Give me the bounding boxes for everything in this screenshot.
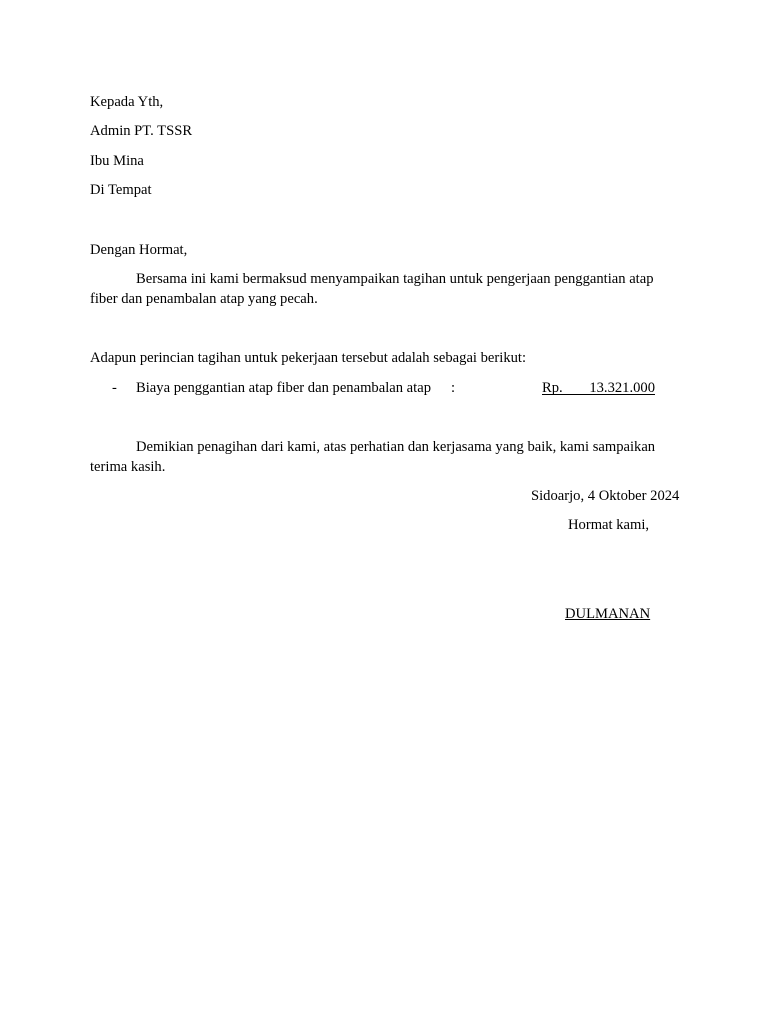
recipient-salutation: Kepada Yth, — [90, 94, 164, 110]
item-description: Biaya penggantian atap fiber dan penambalan atap — [136, 380, 431, 396]
intro-line-1: Bersama ini kami bermaksud menyampaikan tagihan untuk pengerjaan penggantian atap — [136, 271, 654, 287]
signature-place-date: Sidoarjo, 4 Oktober 2024 — [531, 488, 680, 504]
item-separator: : — [451, 380, 456, 396]
recipient-name: Ibu Mina — [90, 153, 144, 169]
closing-line-1: Demikian penagihan dari kami, atas perhatian dan kerjasama yang baik, kami sampaikan — [136, 439, 656, 455]
closing-line-2: terima kasih. — [90, 459, 166, 475]
detail-intro: Adapun perincian tagihan untuk pekerjaan tersebut adalah sebagai berikut: — [90, 350, 527, 366]
greeting: Dengan Hormat, — [90, 242, 188, 258]
signature-regards: Hormat kami, — [568, 517, 650, 533]
item-currency: Rp. — [542, 380, 563, 396]
signature-name: DULMANAN — [565, 606, 651, 622]
recipient-place: Di Tempat — [90, 182, 152, 198]
recipient-company: Admin PT. TSSR — [90, 123, 193, 139]
intro-line-2: fiber dan penambalan atap yang pecah. — [90, 291, 318, 307]
item-bullet: - — [112, 380, 117, 396]
item-amount-value: 13.321.000 — [589, 380, 655, 396]
amount-underline — [542, 394, 655, 395]
